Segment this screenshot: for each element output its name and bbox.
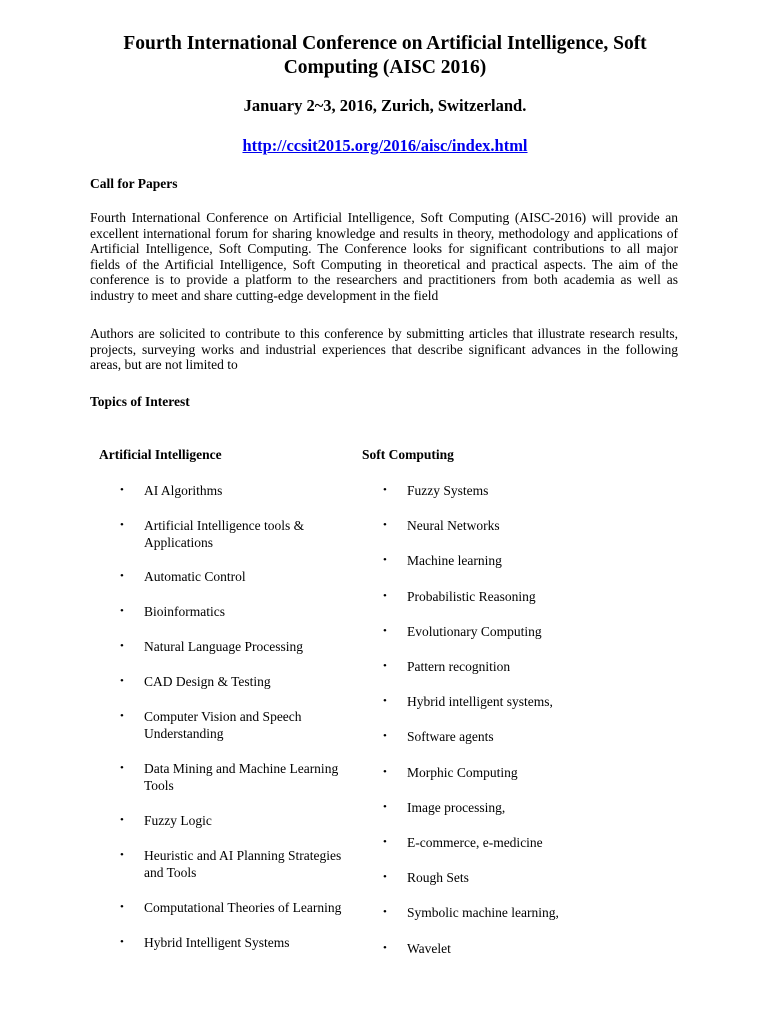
bullet-icon: • bbox=[120, 519, 124, 531]
topic-label: Computational Theories of Learning bbox=[144, 900, 342, 915]
topic-label: CAD Design & Testing bbox=[144, 674, 271, 689]
bullet-icon: • bbox=[120, 849, 124, 861]
bullet-icon: • bbox=[120, 936, 124, 948]
topics-heading: Topics of Interest bbox=[90, 394, 190, 409]
topic-label: Artificial Intelligence tools & Applications bbox=[144, 518, 305, 550]
topic-label: Computer Vision and Speech Understanding bbox=[144, 709, 302, 741]
topic-label: Machine learning bbox=[407, 553, 502, 568]
bullet-icon: • bbox=[120, 814, 124, 826]
bullet-icon: • bbox=[120, 675, 124, 687]
topic-label: Natural Language Processing bbox=[144, 639, 303, 654]
topic-label: Hybrid Intelligent Systems bbox=[144, 935, 290, 950]
topic-label: Wavelet bbox=[407, 941, 451, 956]
bullet-icon: • bbox=[383, 836, 387, 848]
bullet-icon: • bbox=[383, 766, 387, 778]
topic-label: Fuzzy Systems bbox=[407, 483, 489, 498]
topic-label: Morphic Computing bbox=[407, 765, 518, 780]
topic-label: Neural Networks bbox=[407, 518, 500, 533]
bullet-icon: • bbox=[120, 640, 124, 652]
conference-link[interactable]: http://ccsit2015.org/2016/aisc/index.html bbox=[242, 136, 528, 155]
soft-computing-heading: Soft Computing bbox=[362, 447, 454, 462]
intro-paragraph: Fourth International Conference on Artificial Intelligence, Soft Computing (AISC-2016) will provide an excellent international forum for sharing knowledge and results in theory, methodology and applications of Artificial Intelligence, Soft Computing. The Conference looks for significant contributions to all major fields of the Artificial Intelligence, Soft Computing in theoretical and practical aspects. The aim of the conference is to provide a platform to the researchers and practitioners from both academia as well as industry to meet and share cutting-edge development in the field bbox=[90, 210, 678, 303]
topic-label: Evolutionary Computing bbox=[407, 624, 542, 639]
bullet-icon: • bbox=[383, 625, 387, 637]
topic-label: Symbolic machine learning, bbox=[407, 905, 559, 920]
topic-label: AI Algorithms bbox=[144, 483, 223, 498]
bullet-icon: • bbox=[120, 605, 124, 617]
conference-dates: January 2~3, 2016, Zurich, Switzerland. bbox=[243, 96, 527, 115]
bullet-icon: • bbox=[120, 710, 124, 722]
conference-title: Fourth International Conference on Artificial Intelligence, Soft Computing (AISC 2016) bbox=[123, 33, 647, 78]
call-for-papers-heading: Call for Papers bbox=[90, 176, 178, 191]
topic-label: Heuristic and AI Planning Strategies and Tools bbox=[144, 848, 342, 880]
topic-label: Hybrid intelligent systems, bbox=[407, 694, 553, 709]
bullet-icon: • bbox=[383, 695, 387, 707]
bullet-icon: • bbox=[120, 484, 124, 496]
bullet-icon: • bbox=[383, 730, 387, 742]
bullet-icon: • bbox=[383, 906, 387, 918]
bullet-icon: • bbox=[383, 801, 387, 813]
topic-label: Probabilistic Reasoning bbox=[407, 589, 536, 604]
topic-label: Pattern recognition bbox=[407, 659, 511, 674]
bullet-icon: • bbox=[383, 519, 387, 531]
bullet-icon: • bbox=[383, 484, 387, 496]
artificial-intelligence-heading: Artificial Intelligence bbox=[99, 447, 222, 462]
bullet-icon: • bbox=[120, 570, 124, 582]
bullet-icon: • bbox=[120, 762, 124, 774]
conference-url-line bbox=[90, 136, 680, 156]
bullet-icon: • bbox=[383, 590, 387, 602]
bullet-icon: • bbox=[120, 901, 124, 913]
topic-label: E-commerce, e-medicine bbox=[407, 835, 543, 850]
topic-label: Automatic Control bbox=[144, 569, 246, 584]
authors-paragraph: Authors are solicited to contribute to this conference by submitting articles that illustrate research results, projects, surveying works and industrial experiences that describe significant advances in the following areas, but are not limited to bbox=[90, 326, 678, 373]
topic-label: Software agents bbox=[407, 729, 494, 744]
topic-label: Image processing, bbox=[407, 800, 506, 815]
bullet-icon: • bbox=[383, 871, 387, 883]
bullet-icon: • bbox=[383, 660, 387, 672]
topic-label: Data Mining and Machine Learning Tools bbox=[144, 761, 339, 793]
bullet-icon: • bbox=[383, 942, 387, 954]
topic-label: Rough Sets bbox=[407, 870, 469, 885]
bullet-icon: • bbox=[383, 554, 387, 566]
topic-label: Bioinformatics bbox=[144, 604, 225, 619]
topic-label: Fuzzy Logic bbox=[144, 813, 212, 828]
